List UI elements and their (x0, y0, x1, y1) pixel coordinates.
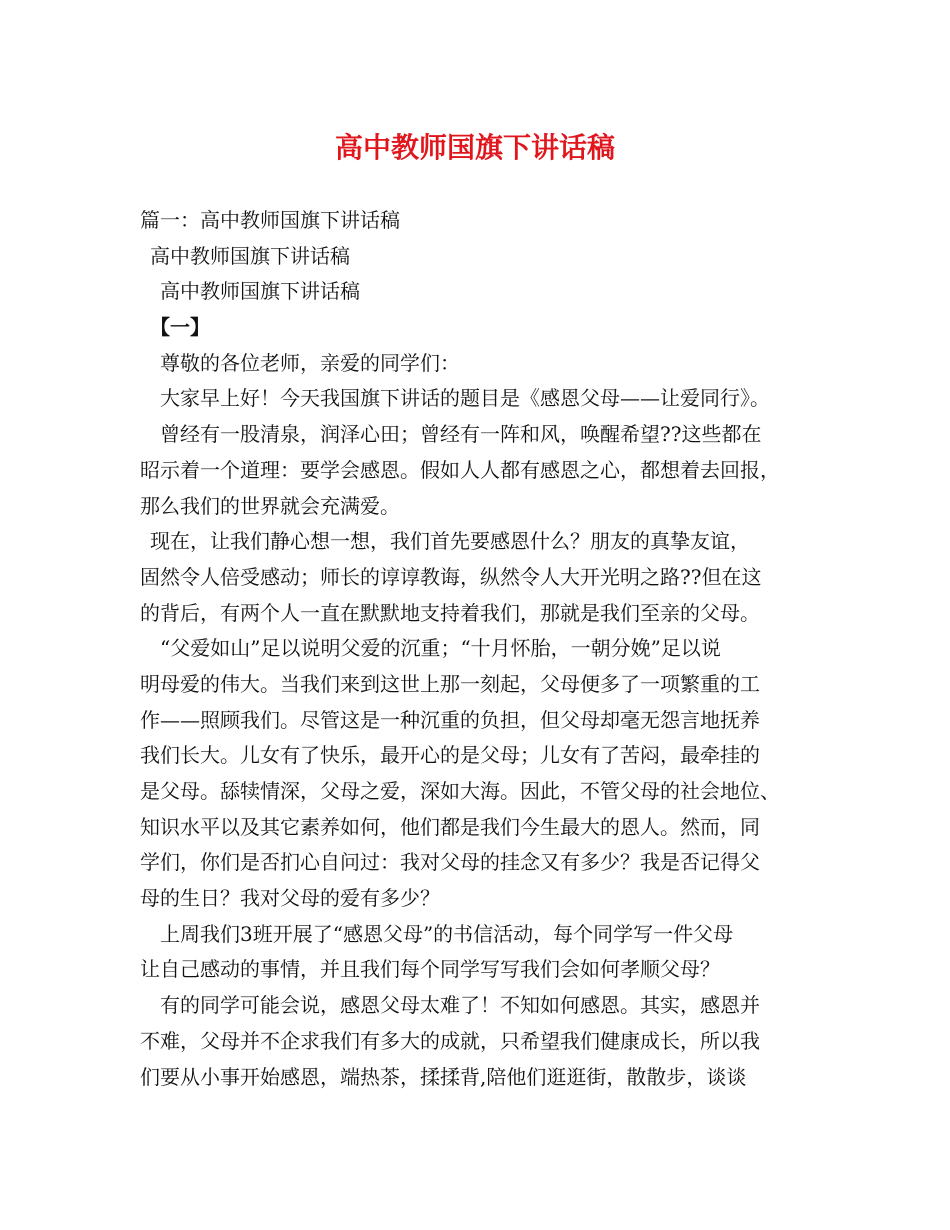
paragraph-line: 曾经有一股清泉，润泽心田；曾经有一阵和风，唤醒希望??这些都在 (160, 422, 762, 447)
paragraph-line: 母的生日？我对父母的爱有多少？ (140, 886, 440, 911)
document-body (140, 203, 815, 1095)
document-title: 高中教师国旗下讲话稿 (334, 131, 615, 164)
paragraph-line: 那么我们的世界就会充满爱。 (140, 493, 400, 518)
paragraph-line: “父爱如山”足以说明父爱的沉重；“十月怀胎，一朝分娩”足以说 (160, 636, 721, 661)
paragraph-line: 明母爱的伟大。当我们来到这世上那一刻起，父母便多了一项繁重的工 (140, 671, 760, 696)
paragraph-line: 知识水平以及其它素养如何，他们都是我们今生最大的恩人。然而，同 (140, 814, 760, 839)
paragraph-line: 学们，你们是否扪心自问过：我对父母的挂念又有多少？我是否记得父 (140, 850, 760, 875)
subtitle-line: 高中教师国旗下讲话稿 (150, 243, 350, 268)
paragraph-line: 昭示着一个道理：要学会感恩。假如人人都有感恩之心，都想着去回报， (140, 457, 780, 482)
paragraph-line: 不难，父母并不企求我们有多大的成就，只希望我们健康成长，所以我 (140, 1028, 760, 1053)
salutation: 尊敬的各位老师，亲爱的同学们： (160, 350, 460, 375)
paragraph-line: 让自己感动的事情，并且我们每个同学写写我们会如何孝顺父母？ (140, 957, 720, 982)
paragraph-line: 的背后，有两个人一直在默默地支持着我们，那就是我们至亲的父母。 (140, 600, 760, 625)
paragraph-line: 我们长大。儿女有了快乐，最开心的是父母；儿女有了苦闷，最牵挂的 (140, 743, 760, 768)
subtitle-line: 高中教师国旗下讲话稿 (160, 279, 360, 304)
paragraph-line: 是父母。舔犊情深，父母之爱，深如大海。因此，不管父母的社会地位、 (140, 779, 780, 803)
part-marker: 【一】 (150, 315, 210, 340)
section-heading: 篇一：高中教师国旗下讲话稿 (140, 208, 400, 232)
paragraph-line: 大家早上好！今天我国旗下讲话的题目是《感恩父母——让爱同行》。 (160, 386, 770, 411)
paragraph-line: 上周我们3班开展了“感恩父母”的书信活动，每个同学写一件父母 (160, 921, 734, 946)
paragraph-line: 固然令人倍受感动；师长的谆谆教诲，纵然令人大开光明之路??但在这 (140, 564, 762, 589)
paragraph-line: 作——照顾我们。尽管这是一种沉重的负担，但父母却毫无怨言地抚养 (140, 707, 760, 732)
paragraph-line: 现在，让我们静心想一想，我们首先要感恩什么？朋友的真挚友谊， (150, 529, 750, 554)
paragraph-line: 有的同学可能会说，感恩父母太难了！不知如何感恩。其实，感恩并 (160, 993, 760, 1018)
paragraph-line: 们要从小事开始感恩，端热茶，揉揉背,陪他们逛逛街，散散步，谈谈 (140, 1064, 747, 1089)
